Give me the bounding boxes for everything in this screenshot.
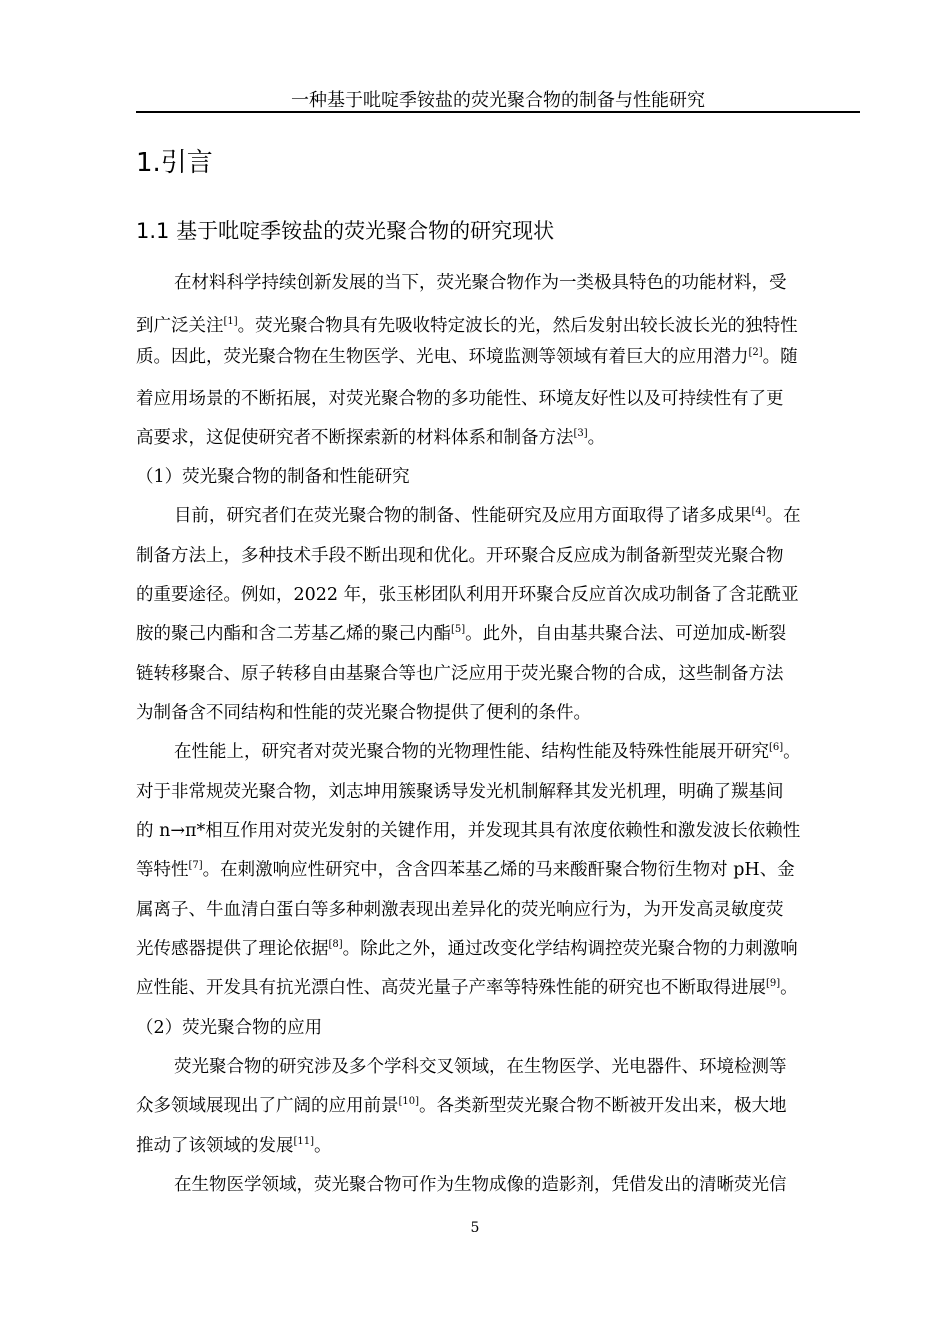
paragraph-line: 制备方法上，多种技术手段不断出现和优化。开环聚合反应成为制备新型荧光聚合物: [136, 546, 784, 566]
citation: [4]: [751, 506, 766, 518]
paragraph-line: 荧光聚合物的研究涉及多个学科交叉领域，在生物医学、光电器件、环境检测等: [174, 1057, 787, 1077]
chapter-heading: 1.引言: [136, 148, 213, 178]
paragraph-line: 链转移聚合、原子转移自由基聚合等也广泛应用于荧光聚合物的合成，这些制备方法: [136, 664, 784, 684]
citation: [6]: [769, 742, 784, 754]
page-number: 5: [470, 1220, 480, 1236]
paragraph-line: 在材料科学持续创新发展的当下，荧光聚合物作为一类极具特色的功能材料，受: [174, 273, 787, 293]
paragraph-line: 推动了该领域的发展[11]。: [136, 1136, 332, 1156]
paragraph-line: 的重要途径。例如，2022 年，张玉彬团队利用开环聚合反应首次成功制备了含苝酰亚: [136, 585, 799, 605]
paragraph-line: 在性能上，研究者对荧光聚合物的光物理性能、结构性能及特殊性能展开研究[6]。: [174, 742, 801, 762]
paragraph-line: 胺的聚己内酯和含二芳基乙烯的聚己内酯[5]。此外，自由基共聚合法、可逆加成-断裂: [136, 624, 787, 644]
paragraph-line: 应性能、开发具有抗光漂白性、高荧光量子产率等特殊性能的研究也不断取得进展[9]。: [136, 978, 798, 998]
paragraph-line: 众多领域展现出了广阔的应用前景[10]。各类新型荧光聚合物不断被开发出来，极大地: [136, 1096, 787, 1116]
citation: [5]: [451, 624, 466, 636]
paragraph-line: 在生物医学领域，荧光聚合物可作为生物成像的造影剂，凭借发出的清晰荧光信: [174, 1175, 787, 1195]
paragraph-line: 等特性[7]。在刺激响应性研究中，含含四苯基乙烯的马来酸酐聚合物衍生物对 pH、金: [136, 860, 795, 880]
subsection-title: （1）荧光聚合物的制备和性能研究: [136, 467, 410, 487]
paragraph-line: 光传感器提供了理论依据[8]。除此之外，通过改变化学结构调控荧光聚合物的力刺激响: [136, 939, 798, 959]
paragraph-line: 目前，研究者们在荧光聚合物的制备、性能研究及应用方面取得了诸多成果[4]。在: [174, 506, 801, 526]
running-header: 一种基于吡啶季铵盐的荧光聚合物的制备与性能研究: [291, 90, 705, 111]
paragraph-line: 属离子、牛血清白蛋白等多种刺激表现出差异化的荧光响应行为，为开发高灵敏度荧: [136, 900, 784, 920]
paragraph-line: 对于非常规荧光聚合物，刘志坤用簇聚诱导发光机制解释其发光机理，明确了羰基间: [136, 782, 784, 802]
section-heading: 1.1 基于吡啶季铵盐的荧光聚合物的研究现状: [136, 219, 555, 243]
citation: [10]: [398, 1096, 420, 1108]
paragraph-line: 高要求，这促使研究者不断探索新的材料体系和制备方法[3]。: [136, 428, 606, 448]
citation: [3]: [573, 428, 588, 440]
citation: [9]: [766, 978, 781, 990]
citation: [11]: [293, 1136, 315, 1148]
paragraph-line: 的 n→π*相互作用对荧光发射的关键作用，并发现其具有浓度依赖性和激发波长依赖性: [136, 821, 801, 841]
citation: [7]: [188, 860, 203, 872]
subsection-title: （2）荧光聚合物的应用: [136, 1018, 323, 1038]
header-rule: [136, 111, 860, 113]
paragraph-line: 到广泛关注[1]。荧光聚合物具有先吸收特定波长的光，然后发射出较长波长光的独特性: [136, 316, 798, 336]
paragraph-line: 着应用场景的不断拓展，对荧光聚合物的多功能性、环境友好性以及可持续性有了更: [136, 389, 784, 409]
paragraph-line: 质。因此，荧光聚合物在生物医学、光电、环境监测等领域有着巨大的应用潜力[2]。随: [136, 347, 798, 367]
citation: [1]: [223, 316, 238, 328]
citation: [8]: [328, 939, 343, 951]
citation: [2]: [748, 347, 763, 359]
paragraph-line: 为制备含不同结构和性能的荧光聚合物提供了便利的条件。: [136, 703, 591, 723]
